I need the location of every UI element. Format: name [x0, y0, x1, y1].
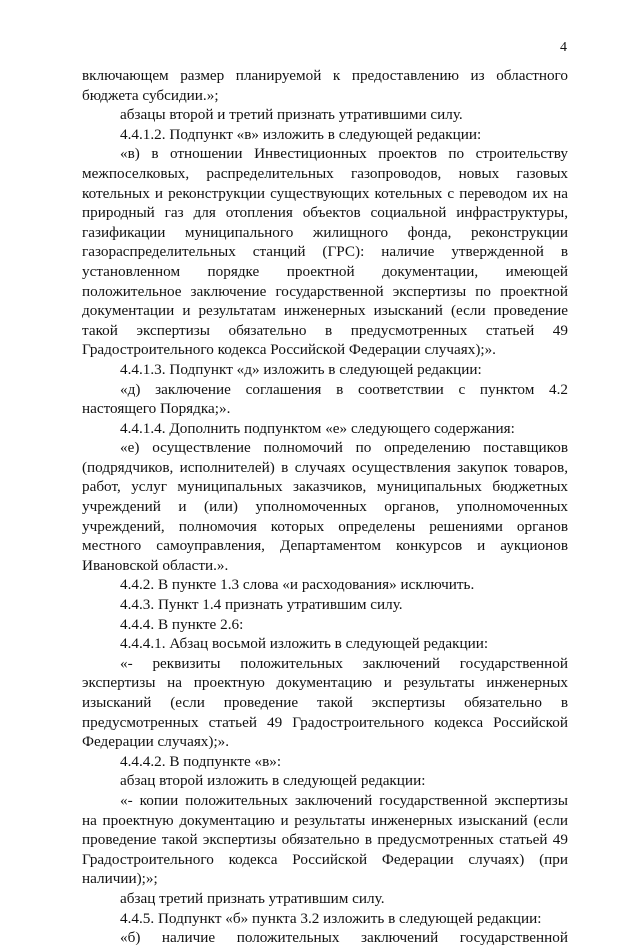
paragraph: 4.4.4.2. В подпункте «в»:: [120, 752, 282, 770]
paragraph: 4.4.1.3. Подпункт «д» изложить в следующей редакции:: [120, 360, 482, 378]
paragraph: «- реквизиты положительных заключений государственной экспертизы на проектную документацию и результаты инженерных изысканий (если проведение такой экспертизы обязательно в предусмотренных статьей 49 Градостроительного кодекса Российской Федерации случаях);».: [82, 654, 568, 751]
paragraph: «- копии положительных заключений государственной экспертизы на проектную документацию и результаты инженерных изысканий (если проведение такой экспертизы обязательно в предусмотренных статьей 49 Градостроительного кодекса Российской Федерации случаях) (при наличии);»;: [82, 791, 568, 888]
paragraph: абзац третий признать утратившим силу.: [120, 889, 385, 907]
paragraph: 4.4.4.1. Абзац восьмой изложить в следующей редакции:: [120, 635, 489, 653]
paragraph: 4.4.5. Подпункт «б» пункта 3.2 изложить в следующей редакции:: [120, 909, 542, 927]
paragraph: «е) осуществление полномочий по определению поставщиков (подрядчиков, исполнителей) в случаях осуществления закупок товаров, работ, услуг муниципальных заказчиков, муниципальных бюджетных учреждений и (или) уполномоченных органов, уполномоченных учреждений, полномочия которых определены решениями органов местного самоуправления, Департаментом конкурсов и аукционов Ивановской области.».: [82, 439, 568, 574]
paragraph: 4.4.1.2. Подпункт «в» изложить в следующей редакции:: [120, 125, 482, 143]
paragraph: 4.4.1.4. Дополнить подпунктом «е» следующего содержания:: [120, 419, 515, 437]
paragraph: 4.4.2. В пункте 1.3 слова «и расходования» исключить.: [120, 576, 475, 594]
paragraph: абзацы второй и третий признать утратившими силу.: [120, 106, 463, 124]
paragraph: «б) наличие положительных заключений государственной: [120, 929, 568, 947]
paragraph: 4.4.3. Пункт 1.4 признать утратившим силу.: [120, 596, 403, 614]
paragraph: включающем размер планируемой к предоставлению из областного бюджета субсидии.»;: [82, 67, 568, 104]
paragraph: «д) заключение соглашения в соответствии с пунктом 4.2 настоящего Порядка;».: [82, 380, 568, 418]
paragraph: «в) в отношении Инвестиционных проектов по строительству межпоселковых, распределительных газопроводов, новых газовых котельных и реконструкции существующих котельных с переводом их на природный газ для отопления объектов социальной инфраструктуры, газификации муниципального жилищного фонда, реконструкции газораспределительных станций (ГРС): наличие утвержденной в установленном порядке проектной документации, имеющей положительное заключение государственной экспертизы по проектной документации и результатам инженерных изысканий (если проведение такой экспертизы обязательно в предусмотренных статьей 49 Градостроительного кодекса Российской Федерации случаях);».: [82, 145, 568, 359]
paragraph: абзац второй изложить в следующей редакции:: [120, 772, 426, 790]
page-number: 4: [560, 40, 567, 55]
document-body: [82, 66, 568, 948]
paragraph: 4.4.4. В пункте 2.6:: [120, 615, 244, 633]
